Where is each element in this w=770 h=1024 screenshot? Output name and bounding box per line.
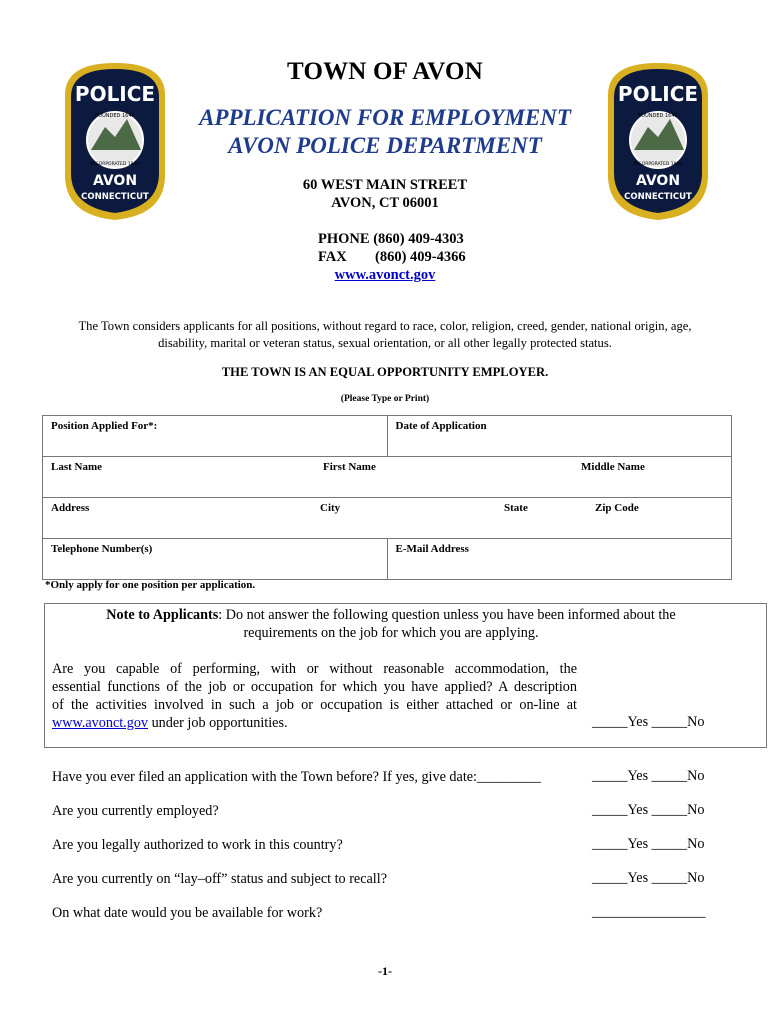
capability-yes-no[interactable]: _____Yes _____No bbox=[592, 714, 705, 730]
nondiscrimination-line2: disability, marital or veteran status, sexual orientation, or all other legally protected status. bbox=[158, 336, 612, 350]
badge-police-text: POLICE bbox=[74, 82, 156, 106]
website-row bbox=[0, 266, 770, 284]
layoff-status-yes-no[interactable]: _____Yes _____No bbox=[592, 870, 705, 886]
badge-avon-text: AVON bbox=[635, 173, 681, 189]
email-label: E-Mail Address bbox=[395, 543, 469, 555]
street-address: 60 WEST MAIN STREET bbox=[302, 177, 468, 193]
city-label: City bbox=[320, 502, 341, 514]
capability-question-line4 bbox=[52, 714, 288, 732]
availability-date-field[interactable]: ________________ bbox=[592, 904, 706, 920]
middle-name-label: Middle Name bbox=[581, 461, 645, 473]
note-line1 bbox=[0, 607, 770, 624]
applicant-info-table bbox=[42, 415, 732, 580]
badge-avon-text: AVON bbox=[92, 173, 138, 189]
badge-founded-text: FOUNDED 1645 bbox=[95, 113, 135, 119]
fax-number: (860) 409-4366 bbox=[375, 249, 466, 265]
application-title-line2: AVON POLICE DEPARTMENT bbox=[228, 133, 542, 158]
type-or-print-note: (Please Type or Print) bbox=[340, 394, 430, 404]
capability-question-rest: under job opportunities. bbox=[148, 715, 288, 731]
last-name-label: Last Name bbox=[51, 461, 103, 473]
phone-label: PHONE bbox=[318, 231, 370, 247]
currently-employed-question: Are you currently employed? bbox=[52, 803, 219, 819]
fax-line bbox=[318, 248, 466, 266]
currently-employed-yes-no[interactable]: _____Yes _____No bbox=[592, 802, 705, 818]
note-text1: : Do not answer the following question unless you have been informed about the bbox=[218, 607, 676, 623]
date-of-application-label: Date of Application bbox=[395, 420, 487, 432]
town-title: TOWN OF AVON bbox=[287, 58, 483, 85]
nondiscrimination-line1: The Town considers applicants for all positions, without regard to race, color, religion, creed, gender, national origin, age, bbox=[78, 319, 692, 333]
badge-state-text: CONNECTICUT bbox=[624, 192, 692, 202]
zip-code-label: Zip Code bbox=[595, 502, 639, 514]
telephone-cell[interactable] bbox=[43, 539, 388, 580]
prior-application-question: Have you ever filed an application with the Town before? If yes, give date:_________ bbox=[52, 769, 541, 785]
phone-line bbox=[318, 230, 464, 248]
layoff-status-question: Are you currently on “lay–off” status and subject to recall? bbox=[52, 871, 387, 887]
website-link-inline[interactable]: www.avonct.gov bbox=[52, 715, 149, 731]
address-label: Address bbox=[51, 502, 90, 514]
badge-state-text: CONNECTICUT bbox=[81, 192, 149, 202]
note-label: Note to Applicants bbox=[106, 607, 219, 623]
one-position-footnote: *Only apply for one position per application. bbox=[45, 579, 256, 591]
capability-question-line3: of the activities involved in such a job or occupation is either attached or on-line at bbox=[52, 697, 577, 713]
work-authorization-yes-no[interactable]: _____Yes _____No bbox=[592, 836, 705, 852]
email-cell[interactable] bbox=[387, 539, 732, 580]
capability-question-line1: Are you capable of performing, with or without reasonable accommodation, the bbox=[52, 661, 577, 677]
website-link[interactable]: www.avonct.gov bbox=[334, 267, 436, 283]
telephone-label: Telephone Number(s) bbox=[51, 543, 153, 555]
prior-application-yes-no[interactable]: _____Yes _____No bbox=[592, 768, 705, 784]
city-state-zip: AVON, CT 06001 bbox=[331, 195, 439, 211]
address-row[interactable] bbox=[43, 498, 732, 539]
date-of-application-cell[interactable] bbox=[387, 416, 732, 457]
name-row[interactable] bbox=[43, 457, 732, 498]
first-name-label: First Name bbox=[323, 461, 376, 473]
work-authorization-question: Are you legally authorized to work in this country? bbox=[52, 837, 343, 853]
application-title-line1: APPLICATION FOR EMPLOYMENT bbox=[199, 105, 571, 130]
availability-date-question: On what date would you be available for work? bbox=[52, 905, 323, 921]
badge-police-text: POLICE bbox=[617, 82, 699, 106]
page-number: -1- bbox=[378, 964, 392, 978]
equal-opportunity-statement: THE TOWN IS AN EQUAL OPPORTUNITY EMPLOYER. bbox=[221, 365, 549, 379]
fax-label: FAX bbox=[318, 249, 347, 265]
application-title bbox=[0, 104, 770, 160]
capability-question-line2: essential functions of the job or occupation for which you have applied? A description bbox=[52, 679, 577, 695]
phone-number: (860) 409-4303 bbox=[373, 231, 464, 247]
note-line2: requirements on the job for which you are applying. bbox=[243, 625, 539, 641]
badge-incorporated-text: INCORPORATED 1830 bbox=[633, 162, 683, 167]
position-applied-cell[interactable] bbox=[43, 416, 388, 457]
state-label: State bbox=[504, 502, 528, 514]
badge-founded-text: FOUNDED 1645 bbox=[638, 113, 678, 119]
position-applied-label: Position Applied For*: bbox=[51, 420, 158, 432]
badge-incorporated-text: INCORPORATED 1830 bbox=[90, 162, 140, 167]
